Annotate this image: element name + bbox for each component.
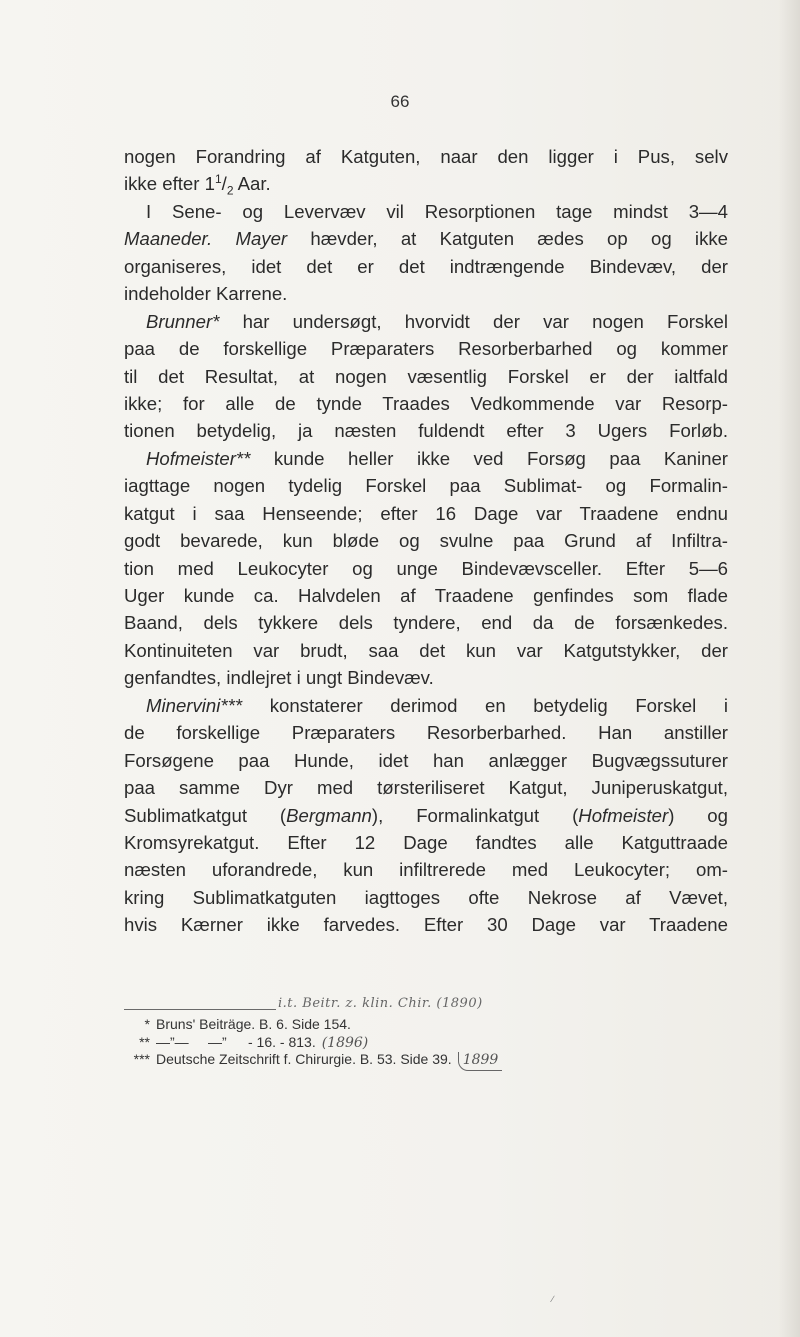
text-line [124,170,728,197]
text-line [124,609,728,636]
text-line [124,198,728,225]
text-line [124,911,728,938]
text-line [124,472,728,499]
ditto-mark: —” [208,1033,227,1050]
text-span: kunde heller ikke ved Forsøg paa Kaniner [250,447,728,469]
text-line [124,335,728,362]
text-span: næsten uforandrede, kun infiltrerede med Leukocyter; om- [124,859,728,881]
footnote-text: Deutsche Zeitschrift f. Chirurgie. B. 53. Side 39. [156,1051,452,1067]
text-span: / [221,173,227,195]
footnote-2 [124,1034,724,1052]
text-span: Hofmeister [578,804,669,826]
text-line [124,527,728,554]
text-span: har undersøgt, hvorvidt der var nogen Forskel [219,310,728,332]
text-span: Mayer [235,228,288,250]
text-span: ) og [668,804,728,826]
text-span: de forskellige Præparaters Resorberbarhed. Han anstiller [124,722,728,744]
text-span: genfandtes, indlejret i ungt Bindevæv. [124,667,434,689]
text-span: Sublimatkatgut ( [124,804,287,826]
text-span: paa samme Dyr med tørsteriliseret Katgut, Juniperuskatgut, [124,777,728,799]
text-span: Kromsyrekatgut. Efter 12 Dage fandtes alle Katguttraade [124,831,728,853]
text-span: hvis Kærner ikke farvedes. Efter 30 Dage var Traadene [124,914,728,936]
footnote-1 [124,1016,724,1034]
page-edge-shadow [778,0,800,1337]
ink-smudge: ∕ [552,1294,554,1304]
handwritten-year: 1899 [458,1052,503,1071]
handwritten-annotation: i.t. Beitr. z. klin. Chir. (1890) [278,996,483,1011]
footnote-rule [124,1009,276,1010]
text-line [124,719,728,746]
text-line [124,664,728,691]
text-span: Aar. [233,173,271,195]
text-line [124,500,728,527]
text-span: iagttage nogen tydelig Forskel paa Sublimat- og Formalin- [124,475,728,497]
text-line [124,582,728,609]
text-span: I Sene- og Levervæv vil Resorptionen tage mindst 3—4 [146,200,728,222]
text-span: konstaterer derimod en betydelig Forskel i [242,694,728,716]
text-line [124,363,728,390]
text-line [124,253,728,280]
text-span: Hofmeister** [146,447,251,469]
text-span: tionen betydelig, ja næsten fuldendt efter 3 Ugers Forløb. [124,420,728,442]
text-span: ikke; for alle de tynde Traades Vedkommende var Resorp- [124,392,728,414]
footnote-3 [124,1051,724,1069]
footnote-mark: *** [133,1051,150,1067]
footnote-text: Bruns' Beiträge. B. 6. Side 154. [156,1016,351,1032]
text-span: ), Formalinkatgut ( [371,804,579,826]
text-span: til det Resultat, at nogen væsentlig Forskel er der ialtfald [124,365,728,387]
text-span: 2 [226,184,234,199]
text-line [124,802,728,829]
text-span: tion med Leukocyter og unge Bindevævsceller. Efter 5—6 [124,557,728,579]
text-line [124,555,728,582]
ditto-mark: —”— [156,1033,189,1050]
text-span: ikke efter 1 [124,173,215,195]
text-span: indeholder Karrene. [124,283,288,305]
text-line [124,143,728,170]
text-line [124,856,728,883]
text-span: Brunner* [146,310,220,332]
text-span: organiseres, idet det er det indtrængende Bindevæv, der [124,255,728,277]
footnote-mark: * [144,1016,150,1032]
text-line [124,445,728,472]
text-span: nogen Forandring af Katguten, naar den ligger i Pus, selv [124,146,728,167]
text-span: 1 [214,172,222,187]
footnotes [124,1016,724,1069]
text-span: godt bevarede, kun bløde og svulne paa Grund af Infiltra- [124,530,728,552]
text-line [124,692,728,719]
text-span: Bergmann [286,804,372,826]
text-span: Forsøgene paa Hunde, idet han anlægger Bugvægssuturer [124,749,728,771]
text-line [124,747,728,774]
page-number: 66 [390,92,410,111]
text-span: Minervini*** [146,694,243,716]
text-line [124,829,728,856]
text-span: Uger kunde ca. Halvdelen af Traadene genfindes som flade [124,585,728,606]
text-line [124,308,728,335]
body-text [124,143,728,939]
text-span: hævder, at Katguten ædes op og ikke [287,228,729,250]
footnote-text: - 16. - 813. [248,1033,316,1050]
text-span: paa de forskellige Præparaters Resorberbarhed og kommer [124,338,728,360]
text-line [124,884,728,911]
footnote-mark: ** [139,1033,150,1050]
handwritten-year: (1896) [321,1034,369,1051]
text-span: Baand, dels tykkere dels tyndere, end da de forsænkedes. [124,612,728,634]
text-line [124,417,728,444]
text-line [124,637,728,664]
text-line [124,390,728,417]
text-line [124,774,728,801]
text-span: kring Sublimatkatguten iagttoges ofte Nekrose af Vævet, [124,886,728,908]
text-span: katgut i saa Henseende; efter 16 Dage var Traadene endnu [124,502,728,524]
text-span: Maaneder. [124,228,236,250]
text-line [124,280,728,307]
text-line [124,225,728,252]
text-span: Kontinuiteten var brudt, saa det kun var Katgutstykker, der [124,639,728,661]
